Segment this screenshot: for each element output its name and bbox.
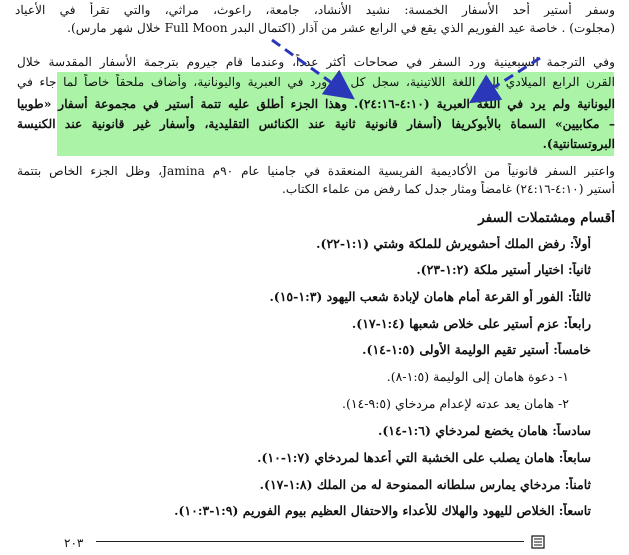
list-subitem: ١- دعوة هامان إلى الوليمة (١:٥-٨). [386, 369, 569, 384]
list-item: تاسعاً: الخلاص لليهود والهلاك للأعداء والاحتفال العظيم بيوم الفوريم (١:٩-١٠:٣). [174, 503, 591, 518]
paragraph-2-line-4: – مكابيين» السماة بالأبوكريفا (أسفار قانونية ثانية عند الكنائس التقليدية، وأسفار غير قانونية عند الكنيسة [17, 117, 615, 131]
list-subitem: ٢- هامان يعد عدته لإعدام مردخاي (٩:٥-١٤). [341, 396, 569, 411]
list-item: ثالثاً: الفور أو القرعة أمام هامان لإبادة شعب اليهود (١:٣-١٥). [269, 289, 591, 304]
list-item: رابعاً: عزم أستير على خلاص شعبها (١:٤-١٧). [351, 316, 591, 331]
paragraph-3-line-1: واعتبر السفر قانونياً من الأكاديمية الفريسية المنعقدة في جامنيا عام ٩٠م Jamina، وظل الجزء الخاص بتتمة [17, 164, 615, 178]
section-heading: أقسام ومشتملات السفر [478, 210, 615, 226]
list-item: سابعاً: هامان يصلب على الخشبة التي أعدها لمردخاي (١:٧-١٠). [257, 450, 591, 465]
paragraph-2-line-3: اليونانية ولم يرد في اللغة العبرية (٤:١٠-٢٤:١٦). وهذا الجزء أطلق عليه تتمة أستير في مجموعة أسفار «طوبيا [17, 97, 615, 111]
list-item: ثامناً: مردخاي يمارس سلطانه الممنوحة له من الملك (١:٨-١٧). [259, 477, 591, 492]
footer-rule [96, 541, 524, 542]
paragraph-2-line-1: وفي الترجمة السبعينية ورد السفر في صحاحات أكثر عدداً، وعندما قام جيروم بترجمة الأسفار المقدسة خلال [17, 55, 615, 69]
list-item: سادساً: هامان يخضع لمردخاي (١:٦-١٤). [378, 423, 591, 438]
list-item: خامساً: أستير تقيم الوليمة الأولى (١:٥-١٤). [362, 342, 591, 357]
book-icon [531, 535, 545, 549]
list-item: أولاً: رفض الملك أحشويرش للملكة وشتي (١:١-٢٢). [316, 236, 591, 251]
paragraph-2-line-5: البروتستانتية). [542, 137, 615, 151]
paragraph-1-line-2: (مجلوت) . خاصة عيد الفوريم الذي يقع في الرابع عشر من آذار (اكتمال البدر Full Moon خلال شهر مارس). [67, 21, 615, 35]
paragraph-2-line-2: القرن الرابع الميلادي إلى اللغة اللاتينية، سجل كل ما ورد في العبرية واليونانية، وأضاف ملحقاً خاصاً لما جاء في [17, 75, 615, 89]
page-number: ٢٠٣ [64, 536, 84, 550]
paragraph-3-line-2: أستير (٤:١٠-٢٤:١٦) غامضاً ومثار جدل كما رفض من علماء الكتاب. [282, 182, 615, 196]
paragraph-1-line-1: وسفر أستير أحد الأسفار الخمسة: نشيد الأنشاد، جامعة، راعوث، مراثي، والتي تقرأ في الأعياد [15, 3, 615, 17]
list-item: ثانياً: اختيار أستير ملكة (١:٢-٢٣). [416, 262, 591, 277]
